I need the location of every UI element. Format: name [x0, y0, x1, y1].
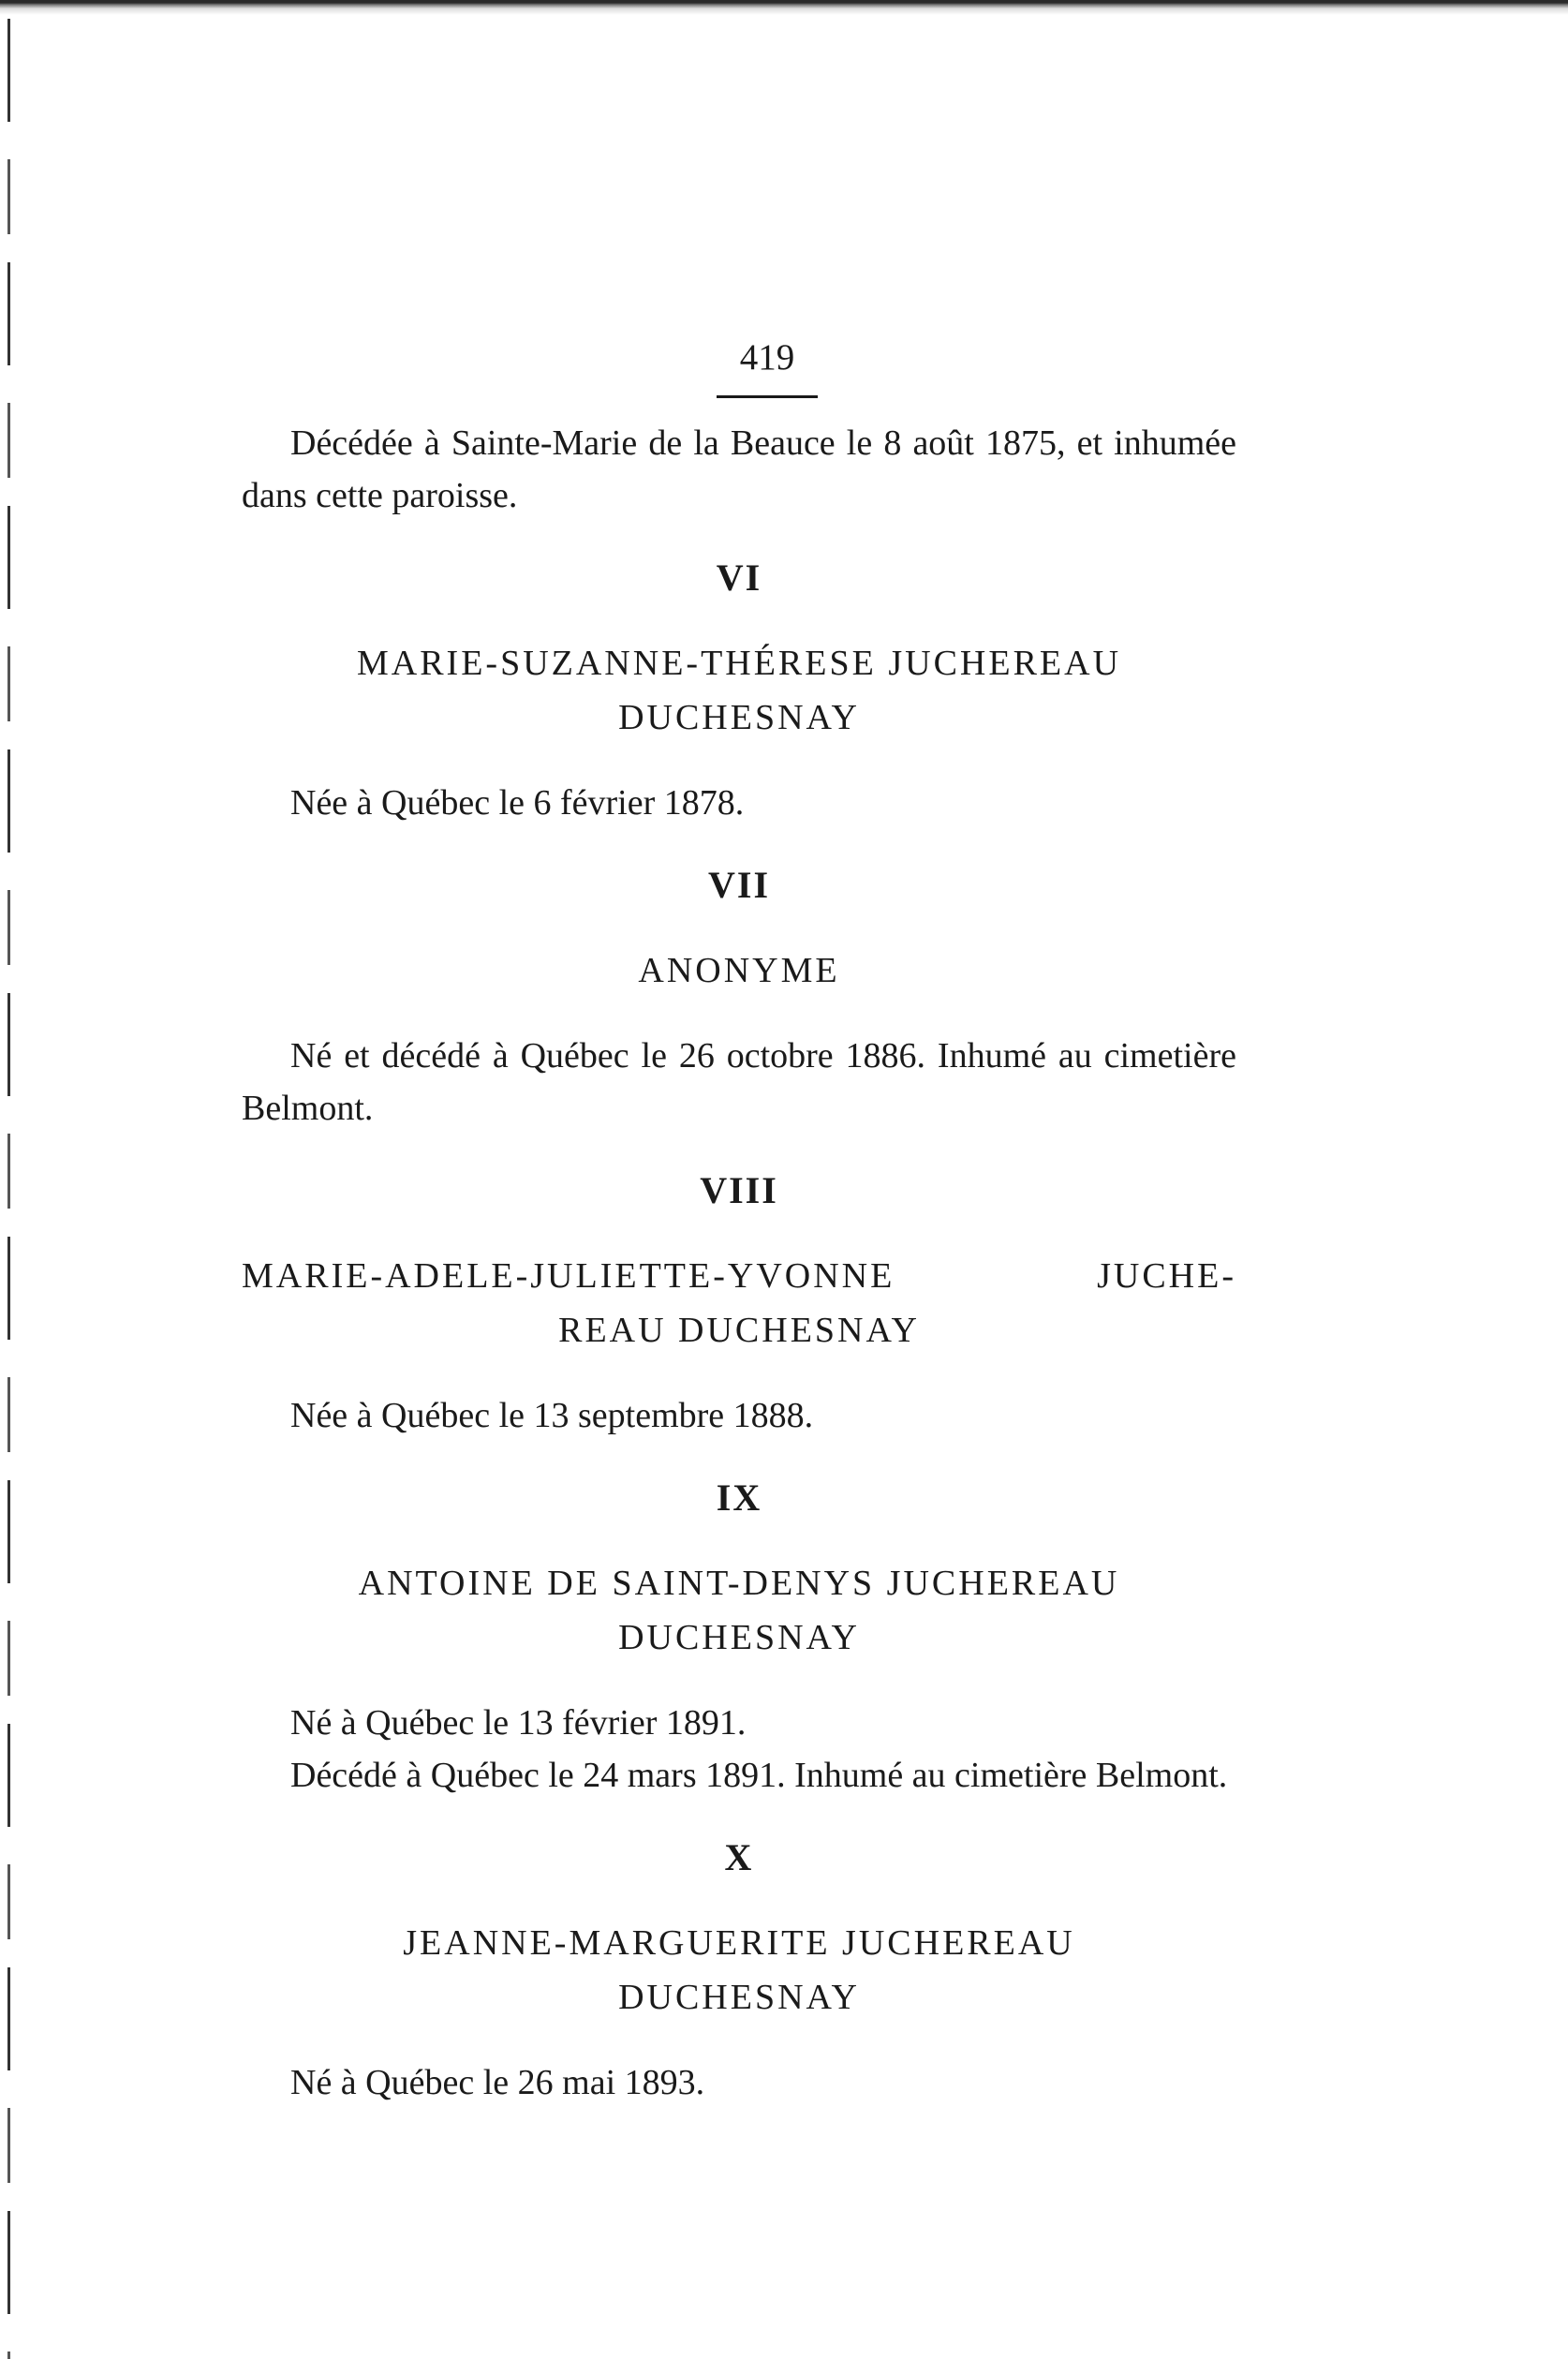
- name-line-2: REAU DUCHESNAY: [558, 1311, 920, 1350]
- section-name-x: [242, 1916, 1236, 2025]
- section-numeral-vii: VII: [707, 864, 771, 906]
- section-text-x: Né à Québec le 26 mai 1893.: [290, 2063, 705, 2102]
- page-number: 419: [270, 337, 1265, 398]
- section-text-ix: Né à Québec le 13 février 1891.: [290, 1703, 747, 1743]
- name-line-1: MARIE-SUZANNE-THÉRESE JUCHEREAU: [356, 644, 1122, 683]
- intro-line-1: Décédée à Sainte-Marie de la Beauce le 8 août 1875,: [290, 423, 1066, 463]
- name-line-1: ANTOINE DE SAINT-DENYS JUCHEREAU: [358, 1564, 1120, 1603]
- name-line-2: DUCHESNAY: [618, 698, 860, 737]
- name-line-2: DUCHESNAY: [618, 1978, 860, 2017]
- scan-top-edge: [0, 0, 1568, 19]
- section-name-vii: [242, 943, 1236, 998]
- section-name-vi: [242, 636, 1236, 745]
- intro-line-2: et inhumée dans cette paroisse.: [242, 423, 1236, 515]
- section-numeral-x: X: [724, 1836, 754, 1878]
- section-numeral-vi: VI: [716, 556, 762, 599]
- name-line-2: DUCHESNAY: [618, 1618, 860, 1657]
- section-text-vi: Née à Québec le 6 février 1878.: [290, 783, 745, 823]
- section-name-viii: [242, 1249, 1236, 1358]
- book-page: [242, 337, 1236, 2109]
- section-text-ix-2: Décédé à Québec le 24 mars 1891. Inhumé au cimetière Belmont.: [290, 1756, 1228, 1795]
- intro-paragraph: [242, 417, 1236, 522]
- section-text-viii: Née à Québec le 13 septembre 1888.: [290, 1396, 814, 1435]
- name-line-1: JEANNE-MARGUERITE JUCHEREAU: [403, 1923, 1075, 1963]
- section-name-ix: [242, 1556, 1236, 1665]
- name-line-1: MARIE-ADELE-JULIETTE-YVONNE JUCHE-: [242, 1256, 1236, 1296]
- name-line-1: ANONYME: [638, 951, 840, 990]
- section-numeral-viii: VIII: [700, 1169, 778, 1211]
- section-numeral-ix: IX: [716, 1476, 762, 1519]
- section-text-vii: Né et décédé à Québec le 26 octobre 1886. Inhumé au cimetière Belmont.: [242, 1036, 1236, 1128]
- scan-left-edge: [7, 19, 10, 2359]
